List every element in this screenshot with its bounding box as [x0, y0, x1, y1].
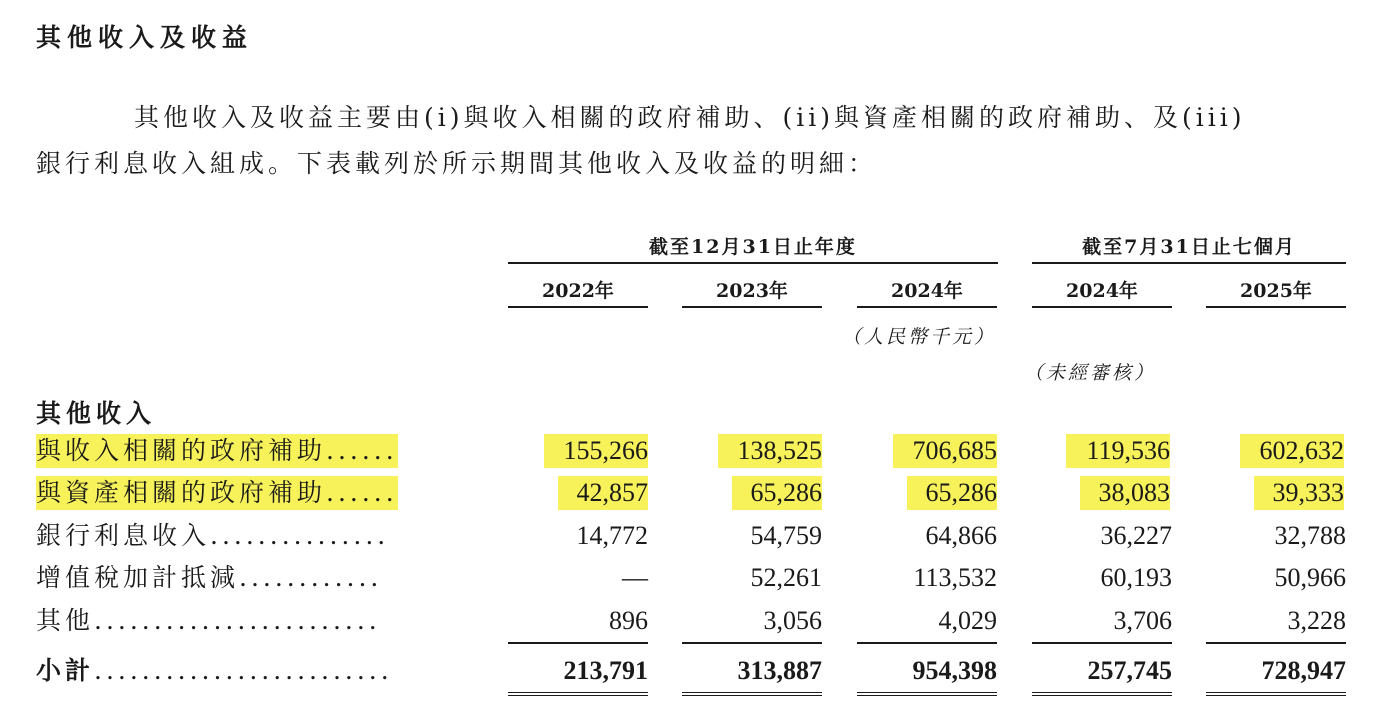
- row-value-2022: 896: [609, 606, 648, 635]
- unaudited-note: （未經審核）: [1024, 362, 1157, 384]
- row-value-2024-7m: 38,083: [1080, 476, 1170, 510]
- paragraph-line-1: 其他收入及收益主要由(i)與收入相關的政府補助、(ii)與資產相關的政府補助、及(iii): [134, 103, 1246, 132]
- subtotal-rule-4: [1032, 642, 1172, 644]
- row-label: 增值稅加計抵減............: [36, 563, 383, 592]
- row-value-2022: 155,266: [544, 434, 648, 468]
- year-rule-3: [857, 306, 997, 308]
- subtotal-rule-5: [1206, 642, 1346, 644]
- subtotal-label: 小計.........................: [36, 656, 393, 685]
- year-header-3: 2024年: [891, 280, 963, 302]
- row-value-2024-7m: 119,536: [1066, 434, 1170, 468]
- row-label: 其他........................: [36, 606, 381, 635]
- table-row: [0, 604, 1399, 640]
- row-label: 與收入相關的政府補助......: [36, 434, 398, 468]
- subtotal-value-2024-7m: 257,745: [1087, 656, 1172, 685]
- year-header-4: 2024年: [1066, 280, 1138, 302]
- year-header-1: 2022年: [542, 280, 614, 302]
- row-value-2025-7m: 32,788: [1274, 521, 1346, 550]
- row-label: 與資產相關的政府補助......: [36, 476, 398, 510]
- subtotal-value-2024: 954,398: [912, 656, 997, 685]
- table-row: [0, 519, 1399, 555]
- period-annual-header: 截至12月31日止年度: [649, 236, 857, 258]
- row-value-2024: 64,866: [925, 521, 997, 550]
- period-interim-header: 截至7月31日止七個月: [1082, 236, 1296, 258]
- subtotal-value-2022: 213,791: [563, 656, 648, 685]
- row-value-2025-7m: 39,333: [1254, 476, 1344, 510]
- year-header-5: 2025年: [1240, 280, 1312, 302]
- table-row: [0, 476, 1399, 512]
- subtotal-value-2023: 313,887: [737, 656, 822, 685]
- year-rule-2: [682, 306, 822, 308]
- row-value-2024: 113,532: [913, 563, 997, 592]
- double-rule-1: [508, 692, 648, 696]
- subtotal-rule-3: [857, 642, 997, 644]
- year-header-2: 2023年: [716, 280, 788, 302]
- table-row: [0, 561, 1399, 597]
- double-rule-4: [1032, 692, 1172, 696]
- row-value-2025-7m: 602,632: [1240, 434, 1344, 468]
- subtotal-row: [0, 654, 1399, 690]
- row-value-2023: 3,056: [763, 606, 822, 635]
- unit-note: （人民幣千元）: [842, 326, 997, 348]
- row-label: 銀行利息收入...............: [36, 521, 390, 550]
- year-rule-5: [1206, 306, 1346, 308]
- paragraph-line-2: 銀行利息收入組成。下表載列於所示期間其他收入及收益的明細：: [36, 149, 878, 178]
- row-value-2025-7m: 3,228: [1287, 606, 1346, 635]
- row-value-2025-7m: 50,966: [1274, 563, 1346, 592]
- subtotal-rule-2: [682, 642, 822, 644]
- row-value-2024: 706,685: [893, 434, 997, 468]
- row-value-2022: 14,772: [576, 521, 648, 550]
- double-rule-3: [857, 692, 997, 696]
- period-annual-rule: [508, 262, 998, 264]
- subtotal-value-2025-7m: 728,947: [1261, 656, 1346, 685]
- row-value-2023: 52,261: [750, 563, 822, 592]
- row-value-2022: —: [622, 563, 648, 592]
- row-value-2022: 42,857: [558, 476, 648, 510]
- double-rule-5: [1206, 692, 1346, 696]
- row-value-2024: 4,029: [938, 606, 997, 635]
- section-heading: 其他收入及收益: [36, 23, 254, 52]
- table-row: [0, 434, 1399, 470]
- row-value-2023: 54,759: [750, 521, 822, 550]
- row-value-2024-7m: 36,227: [1100, 521, 1172, 550]
- row-value-2023: 65,286: [732, 476, 822, 510]
- row-value-2024-7m: 3,706: [1113, 606, 1172, 635]
- year-rule-4: [1032, 306, 1172, 308]
- row-value-2024: 65,286: [907, 476, 997, 510]
- period-interim-rule: [1032, 262, 1346, 264]
- year-rule-1: [508, 306, 648, 308]
- row-value-2024-7m: 60,193: [1100, 563, 1172, 592]
- subtotal-rule-1: [508, 642, 648, 644]
- row-value-2023: 138,525: [718, 434, 822, 468]
- section-label-other-income: 其他收入: [36, 399, 157, 428]
- double-rule-2: [682, 692, 822, 696]
